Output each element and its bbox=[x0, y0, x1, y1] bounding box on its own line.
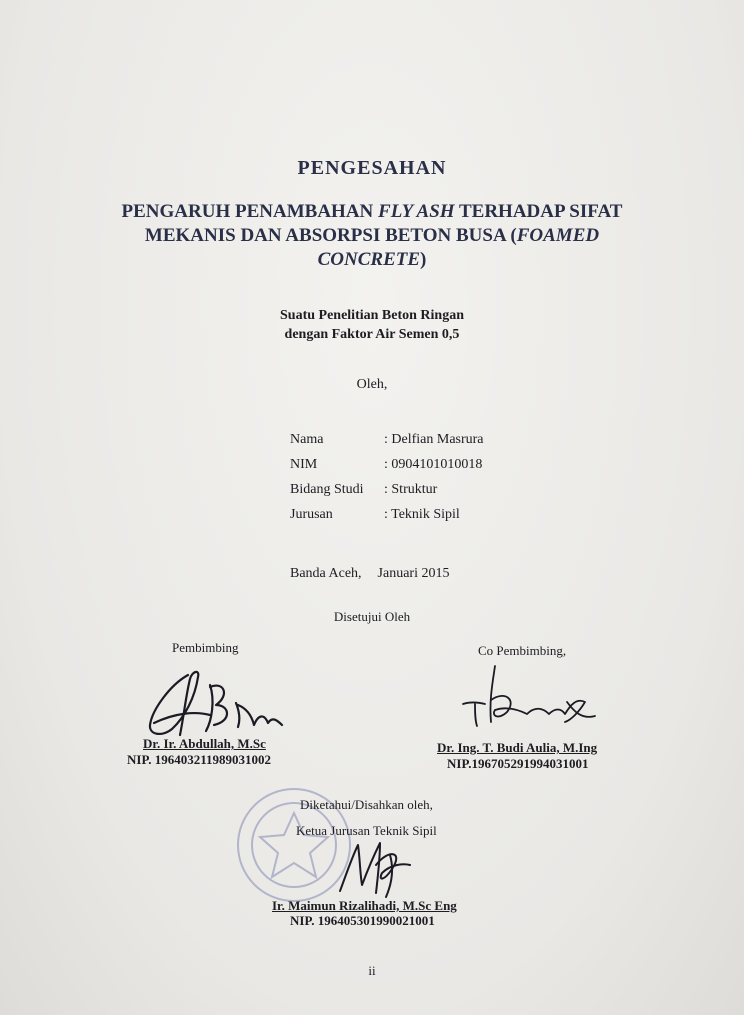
date-month-year: Januari 2015 bbox=[377, 566, 450, 581]
subtitle-line-1: Suatu Penelitian Beton Ringan bbox=[280, 308, 464, 323]
info-value: : Struktur bbox=[384, 482, 438, 497]
info-row-department bbox=[290, 507, 484, 532]
date-line bbox=[290, 566, 449, 582]
student-info bbox=[290, 432, 484, 532]
date-place: Banda Aceh, bbox=[290, 566, 362, 581]
head-of-department-nip: NIP. 196405301990021001 bbox=[290, 913, 435, 928]
co-supervisor-signature bbox=[455, 660, 615, 740]
info-row-field bbox=[290, 482, 484, 507]
page-heading: PENGESAHAN bbox=[297, 157, 447, 179]
acknowledged-label: Diketahui/Disahkan oleh, bbox=[300, 797, 433, 812]
thesis-title bbox=[0, 200, 744, 272]
thesis-subtitle bbox=[0, 306, 744, 344]
info-label: Nama bbox=[290, 432, 324, 447]
head-of-department-name: Ir. Maimun Rizalihadi, M.Sc Eng bbox=[272, 898, 457, 913]
subtitle-line-2: dengan Faktor Air Semen 0,5 bbox=[284, 327, 460, 342]
by-label: Oleh, bbox=[356, 377, 388, 392]
supervisor-nip: NIP. 196403211989031002 bbox=[127, 752, 271, 767]
co-supervisor-name: Dr. Ing. T. Budi Aulia, M.Ing bbox=[437, 740, 598, 755]
info-value: : 0904101010018 bbox=[384, 457, 483, 472]
supervisor-role: Pembimbing bbox=[172, 640, 239, 655]
head-of-department-signature bbox=[330, 835, 420, 905]
info-label: Jurusan bbox=[290, 507, 333, 522]
co-supervisor-role: Co Pembimbing, bbox=[478, 643, 567, 658]
title-line-3: CONCRETE) bbox=[317, 249, 427, 270]
head-of-department-role: Ketua Jurusan Teknik Sipil bbox=[296, 823, 437, 838]
co-supervisor-nip: NIP.196705291994031001 bbox=[447, 756, 589, 771]
title-line-1: PENGARUH PENAMBAHAN FLY ASH TERHADAP SIFAT bbox=[121, 201, 623, 222]
page-number: ii bbox=[368, 963, 376, 978]
supervisor-signature bbox=[140, 665, 300, 745]
info-row-name bbox=[290, 432, 484, 457]
info-value: : Teknik Sipil bbox=[384, 507, 460, 522]
info-label: NIM bbox=[290, 457, 318, 472]
title-line-2: MEKANIS DAN ABSORPSI BETON BUSA (FOAMED bbox=[144, 225, 600, 246]
info-row-nim bbox=[290, 457, 484, 482]
info-value: : Delfian Masrura bbox=[384, 432, 484, 447]
supervisor-name: Dr. Ir. Abdullah, M.Sc bbox=[143, 736, 266, 751]
info-label: Bidang Studi bbox=[290, 482, 364, 497]
approved-by-label: Disetujui Oleh bbox=[333, 609, 411, 624]
